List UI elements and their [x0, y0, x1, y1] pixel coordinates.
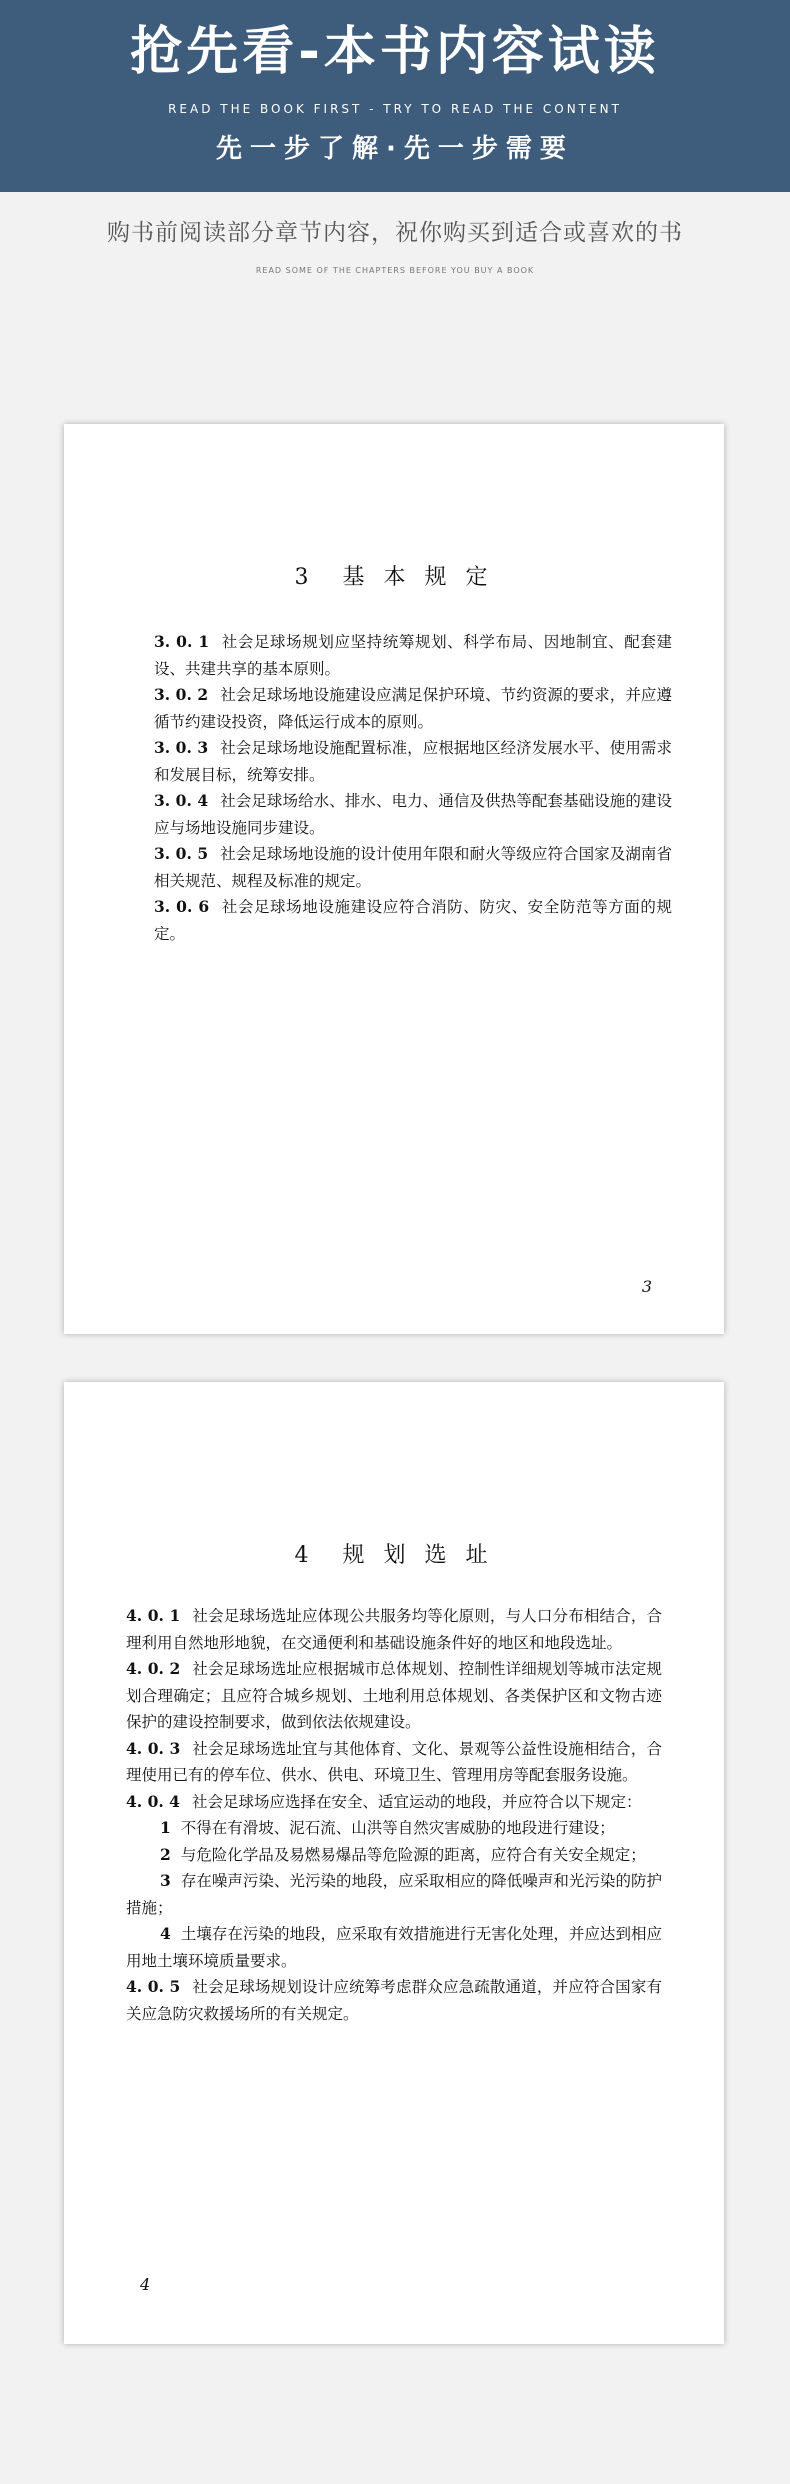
clause-text: 社会足球场地设施建设应满足保护环境、节约资源的要求，并应遵循节约建设投资，降低运行成本的原则。 — [154, 686, 672, 731]
header-banner — [0, 0, 790, 192]
page-body — [154, 629, 672, 947]
list-item — [126, 1921, 662, 1974]
clause — [154, 788, 672, 841]
clause — [154, 894, 672, 947]
clause-text: 社会足球场选址应根据城市总体规划、控制性详细规划等城市法定规划合理确定；且应符合城乡规划、土地利用总体规划、各类保护区和文物古迹保护的建设控制要求，做到依法依规建设。 — [126, 1660, 662, 1731]
clause-number: 3. 0. 6 — [154, 897, 210, 916]
clause-text: 社会足球场给水、排水、电力、通信及供热等配套基础设施的建设应与场地设施同步建设。 — [154, 792, 672, 837]
intro-text-en: READ SOME OF THE CHAPTERS BEFORE YOU BUY A BOOK — [255, 266, 535, 275]
item-text: 不得在有滑坡、泥石流、山洪等自然灾害威胁的地段进行建设； — [180, 1819, 615, 1837]
intro-text-zh: 购书前阅读部分章节内容，祝你购买到适合或喜欢的书 — [107, 220, 683, 246]
list-item — [126, 1868, 662, 1921]
clause — [154, 682, 672, 735]
clause — [154, 735, 672, 788]
clause-number: 4. 0. 4 — [126, 1791, 180, 1811]
clause — [126, 1603, 662, 1656]
banner-subtitle-zh: 先一步了解·先一步需要 — [216, 134, 574, 164]
item-number: 1 — [160, 1818, 171, 1837]
clause-number: 3. 0. 3 — [154, 738, 209, 757]
book-page-3 — [64, 424, 724, 1334]
chapter-title: 4 规 划 选 址 — [294, 1543, 494, 1568]
clause-text: 社会足球场选址宜与其他体育、文化、景观等公益性设施相结合，合理使用已有的停车位、供水、供电、环境卫生、管理用房等配套服务设施。 — [126, 1739, 662, 1784]
clause — [126, 1974, 662, 2027]
chapter-title: 3 基 本 规 定 — [294, 565, 494, 590]
banner-title: 抢先看-本书内容试读 — [130, 22, 660, 82]
list-item — [126, 1815, 662, 1842]
item-number: 4 — [160, 1924, 171, 1943]
clause — [126, 1656, 662, 1736]
item-number: 3 — [160, 1871, 171, 1890]
clause-text: 社会足球场规划应坚持统筹规划、科学布局、因地制宜、配套建设、共建共享的基本原则。 — [154, 633, 672, 678]
clause-number: 3. 0. 1 — [154, 632, 210, 651]
banner-subtitle-en: READ THE BOOK FIRST - TRY TO READ THE CONTENT — [168, 102, 622, 116]
item-number: 2 — [160, 1844, 171, 1864]
clause-text: 社会足球场选址应体现公共服务均等化原则，与人口分布相结合，合理利用自然地形地貌，在交通便利和基础设施条件好的地区和地段选址。 — [126, 1607, 662, 1652]
clause-number: 4. 0. 5 — [126, 1977, 181, 1996]
item-text: 存在噪声污染、光污染的地段，应采取相应的降低噪声和光污染的防护措施； — [126, 1872, 662, 1917]
clause-number: 3. 0. 5 — [154, 844, 209, 863]
book-page-4 — [64, 1382, 724, 2344]
clause-text: 社会足球场地设施建设应符合消防、防灾、安全防范等方面的规定。 — [154, 898, 672, 943]
clause-number: 4. 0. 2 — [126, 1659, 181, 1678]
clause-number: 4. 0. 3 — [126, 1738, 181, 1758]
clause-number: 4. 0. 1 — [126, 1606, 181, 1625]
clause — [154, 841, 672, 894]
page-body — [126, 1603, 662, 2027]
page-number: 3 — [641, 1277, 652, 1296]
clause — [126, 1789, 662, 1816]
clause — [154, 629, 672, 682]
item-text: 与危险化学品及易燃易爆品等危险源的距离，应符合有关安全规定； — [180, 1845, 646, 1864]
clause — [126, 1736, 662, 1789]
list-item — [126, 1842, 662, 1869]
clause-text: 社会足球场地设施的设计使用年限和耐火等级应符合国家及湖南省相关规范、规程及标准的规定。 — [154, 845, 672, 890]
clause-text: 社会足球场规划设计应统筹考虑群众应急疏散通道，并应符合国家有关应急防灾救援场所的有关规定。 — [126, 1978, 662, 2023]
clause-text: 社会足球场应选择在安全、适宜运动的地段，并应符合以下规定： — [191, 1792, 642, 1811]
clause-text: 社会足球场地设施配置标准，应根据地区经济发展水平、使用需求和发展目标，统筹安排。 — [154, 739, 672, 784]
item-text: 土壤存在污染的地段，应采取有效措施进行无害化处理，并应达到相应用地土壤环境质量要求。 — [126, 1925, 662, 1970]
page-number: 4 — [140, 2275, 151, 2294]
clause-number: 3. 0. 4 — [154, 791, 209, 810]
clause-number: 3. 0. 2 — [154, 685, 209, 704]
